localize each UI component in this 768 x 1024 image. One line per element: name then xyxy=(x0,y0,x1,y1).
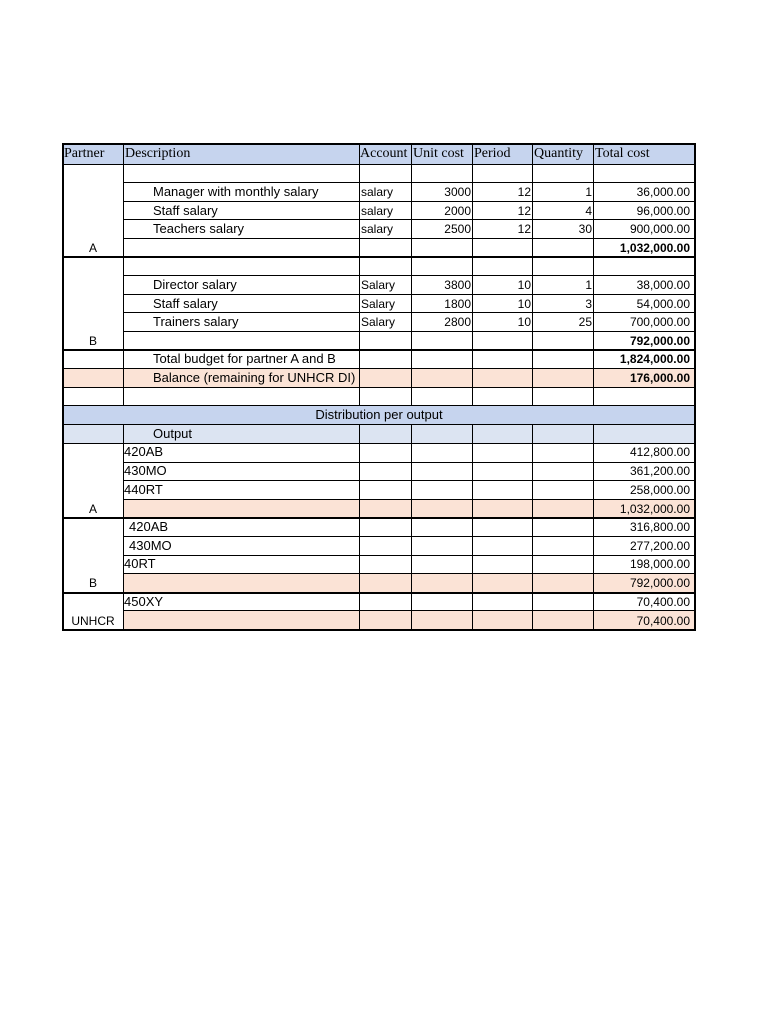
dist-a-row-3-value: 258,000.00 xyxy=(629,483,690,497)
b-subtotal: 792,000.00 xyxy=(629,334,690,348)
b-row-3-unit-cost: 2800 xyxy=(444,315,471,329)
a-row-2-description: Staff salary xyxy=(153,203,218,218)
dist-b-subtotal: 792,000.00 xyxy=(629,576,690,590)
a-row-3-unit-cost: 2500 xyxy=(444,222,471,236)
a-row-3-quantity: 30 xyxy=(578,222,592,236)
a-row-2-unit-cost: 2000 xyxy=(444,204,471,218)
b-row-1-description: Director salary xyxy=(153,277,237,292)
dist-b-row-2-code: 430MO xyxy=(129,538,172,553)
b-row-3-period: 10 xyxy=(517,315,531,329)
b-row-3-quantity: 25 xyxy=(578,315,592,329)
a-row-1-description: Manager with monthly salary xyxy=(153,184,319,199)
a-row-3-description: Teachers salary xyxy=(153,221,245,236)
total-budget-value: 1,824,000.00 xyxy=(619,352,690,366)
dist-a-label: A xyxy=(88,502,97,516)
a-row-3-period: 12 xyxy=(517,222,531,236)
a-partner-label: A xyxy=(88,241,97,255)
a-subtotal: 1,032,000.00 xyxy=(619,241,690,255)
dist-b-row-2-value: 277,200.00 xyxy=(629,539,690,553)
dist-b-row-1-value: 316,800.00 xyxy=(629,520,690,534)
dist-a-row-2-code: 430MO xyxy=(124,463,167,478)
a-row-1-account: salary xyxy=(361,185,394,199)
b-row-1-account: Salary xyxy=(361,278,396,292)
a-row-1-quantity: 1 xyxy=(585,185,592,199)
dist-unhcr-label: UNHCR xyxy=(71,614,115,628)
b-row-3-account: Salary xyxy=(361,315,396,329)
header-total-cost: Total cost xyxy=(595,146,650,161)
b-row-2-account: Salary xyxy=(361,297,396,311)
b-row-1-unit-cost: 3800 xyxy=(444,278,471,292)
header-quantity: Quantity xyxy=(534,146,583,161)
header-account: Account xyxy=(360,146,408,161)
b-row-1-period: 10 xyxy=(517,278,531,292)
dist-a-row-3-code: 440RT xyxy=(124,482,163,497)
b-row-3-description: Trainers salary xyxy=(153,314,239,329)
b-row-1-total: 38,000.00 xyxy=(636,278,690,292)
a-row-1-period: 12 xyxy=(517,185,531,199)
a-row-2-quantity: 4 xyxy=(585,204,592,218)
a-row-2-period: 12 xyxy=(517,204,531,218)
dist-unhcr-row-1-code: 450XY xyxy=(124,594,164,609)
dist-unhcr-subtotal: 70,400.00 xyxy=(636,614,690,628)
dist-a-row-2-value: 361,200.00 xyxy=(629,464,690,478)
b-row-2-unit-cost: 1800 xyxy=(444,297,471,311)
header-period: Period xyxy=(474,146,511,161)
output-label: Output xyxy=(153,426,193,441)
b-row-2-period: 10 xyxy=(517,297,531,311)
a-row-2-total: 96,000.00 xyxy=(636,204,690,218)
dist-a-subtotal: 1,032,000.00 xyxy=(619,502,690,516)
a-row-1-total: 36,000.00 xyxy=(636,185,690,199)
header-unit-cost: Unit cost xyxy=(413,146,464,161)
balance-label: Balance (remaining for UNHCR DI) xyxy=(153,370,356,385)
balance-value: 176,000.00 xyxy=(629,371,690,385)
a-row-1-unit-cost: 3000 xyxy=(444,185,471,199)
total-budget-label: Total budget for partner A and B xyxy=(153,351,336,366)
header-partner: Partner xyxy=(64,146,105,161)
b-row-2-quantity: 3 xyxy=(585,297,592,311)
b-row-1-quantity: 1 xyxy=(585,278,592,292)
b-row-3-total: 700,000.00 xyxy=(629,315,690,329)
dist-b-label: B xyxy=(88,576,97,590)
b-row-2-total: 54,000.00 xyxy=(636,297,690,311)
header-description: Description xyxy=(125,146,191,161)
b-row-2-description: Staff salary xyxy=(153,296,218,311)
dist-unhcr-row-1-value: 70,400.00 xyxy=(636,595,690,609)
dist-b-row-3-value: 198,000.00 xyxy=(629,557,690,571)
distribution-title: Distribution per output xyxy=(315,407,443,422)
a-row-2-account: salary xyxy=(361,204,394,218)
dist-a-row-1-code: 420AB xyxy=(124,444,164,459)
a-row-3-account: salary xyxy=(361,222,394,236)
dist-b-row-3-code: 40RT xyxy=(124,556,156,571)
a-row-3-total: 900,000.00 xyxy=(629,222,690,236)
b-partner-label: B xyxy=(88,334,97,348)
dist-b-row-1-code: 420AB xyxy=(129,519,169,534)
dist-a-row-1-value: 412,800.00 xyxy=(629,445,690,459)
